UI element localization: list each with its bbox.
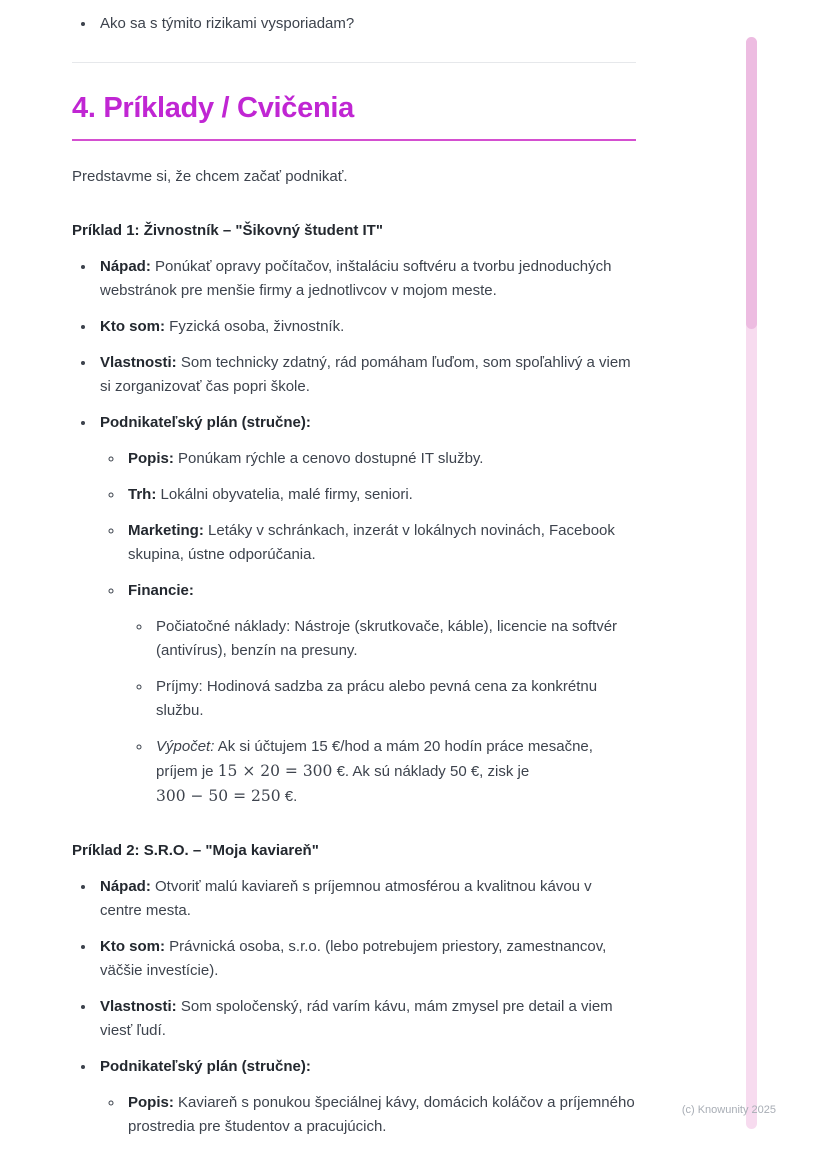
section-divider (72, 62, 636, 63)
heading-underline (72, 139, 636, 141)
item-label-italic: Výpočet: (156, 738, 215, 755)
list-item (96, 351, 636, 399)
item-text: Letáky v schránkach, inzerát v lokálnych novinách, Facebook skupina, ústne odporúčania. (128, 522, 615, 563)
item-text: Ak si účtujem 15 €/hod a mám 20 hodín práce mesačne, príjem je (156, 738, 593, 780)
list-item (96, 255, 636, 303)
item-label: Podnikateľský plán (stručne): (100, 1058, 311, 1075)
item-text: Otvoriť malú kaviareň s príjemnou atmosférou a kvalitnou kávou v centre mesta. (100, 878, 592, 919)
list-item (124, 579, 636, 809)
example1-plan-list (100, 447, 636, 809)
list-item (96, 411, 636, 809)
item-label: Vlastnosti: (100, 998, 177, 1015)
item-text: €. (280, 788, 298, 805)
math-expression: 15 × 20 = 300 (217, 762, 333, 780)
item-label: Nápad: (100, 258, 151, 275)
list-item (124, 519, 636, 567)
top-bullet-list (72, 12, 636, 36)
item-label: Popis: (128, 1094, 174, 1111)
item-label: Nápad: (100, 878, 151, 895)
item-label: Popis: (128, 450, 174, 467)
item-text: Lokálni obyvatelia, malé firmy, seniori. (160, 486, 413, 503)
scrollbar-thumb[interactable] (746, 37, 757, 329)
math-expression: 300 − 50 = 250 (156, 787, 281, 805)
item-label: Vlastnosti: (100, 354, 177, 371)
list-item (124, 1091, 636, 1139)
list-item (96, 935, 636, 983)
list-item (152, 735, 636, 809)
example2-title: Príklad 2: S.R.O. – "Moja kaviareň" (72, 842, 319, 859)
list-item (96, 12, 636, 36)
item-text: Fyzická osoba, živnostník. (169, 318, 345, 335)
section-heading: 4. Príklady / Cvičenia (72, 92, 354, 124)
item-text: €. Ak sú náklady 50 €, zisk je (332, 763, 530, 780)
list-item (124, 447, 636, 471)
document-content (72, 0, 636, 1151)
list-item (96, 1055, 636, 1139)
item-text: Ako sa s týmito rizikami vysporiadam? (100, 15, 355, 32)
list-item (152, 675, 636, 723)
item-label: Financie: (128, 582, 194, 599)
example1-finance-list (128, 615, 636, 809)
item-label: Trh: (128, 486, 157, 503)
list-item (96, 315, 636, 339)
scrollbar-track[interactable] (746, 37, 757, 1129)
list-item (96, 875, 636, 923)
intro-paragraph: Predstavme si, že chcem začať podnikať. (72, 168, 348, 185)
list-item (124, 483, 636, 507)
example1-title: Príklad 1: Živnostník – "Šikovný študent IT" (72, 222, 383, 239)
item-text: Ponúkať opravy počítačov, inštaláciu softvéru a tvorbu jednoduchých webstránok pre menšie firmy a jednotlivcov v mojom meste. (100, 258, 612, 299)
item-label: Podnikateľský plán (stručne): (100, 414, 311, 431)
example2-list (72, 875, 636, 1139)
item-text: Ponúkam rýchle a cenovo dostupné IT služby. (178, 450, 484, 467)
example1-list (72, 255, 636, 809)
example2-plan-list (100, 1091, 636, 1139)
copyright-footer: (c) Knowunity 2025 (681, 1104, 776, 1116)
item-text: Som technicky zdatný, rád pomáham ľuďom, som spoľahlivý a viem si zorganizovať čas popri škole. (100, 354, 631, 395)
item-label: Marketing: (128, 522, 204, 539)
item-label: Kto som: (100, 938, 165, 955)
item-text: Počiatočné náklady: Nástroje (skrutkovače, káble), licencie na softvér (antivírus), benzín na presuny. (156, 618, 618, 659)
item-text: Príjmy: Hodinová sadzba za prácu alebo pevná cena za konkrétnu službu. (156, 678, 598, 719)
item-text: Som spoločenský, rád varím kávu, mám zmysel pre detail a viem viesť ľudí. (100, 998, 613, 1039)
item-text: Kaviareň s ponukou špeciálnej kávy, domácich koláčov a príjemného prostredia pre študentov a pracujúcich. (128, 1094, 635, 1135)
item-label: Kto som: (100, 318, 165, 335)
list-item (152, 615, 636, 663)
list-item (96, 995, 636, 1043)
item-text: Právnická osoba, s.r.o. (lebo potrebujem priestory, zamestnancov, väčšie investície). (100, 938, 607, 979)
